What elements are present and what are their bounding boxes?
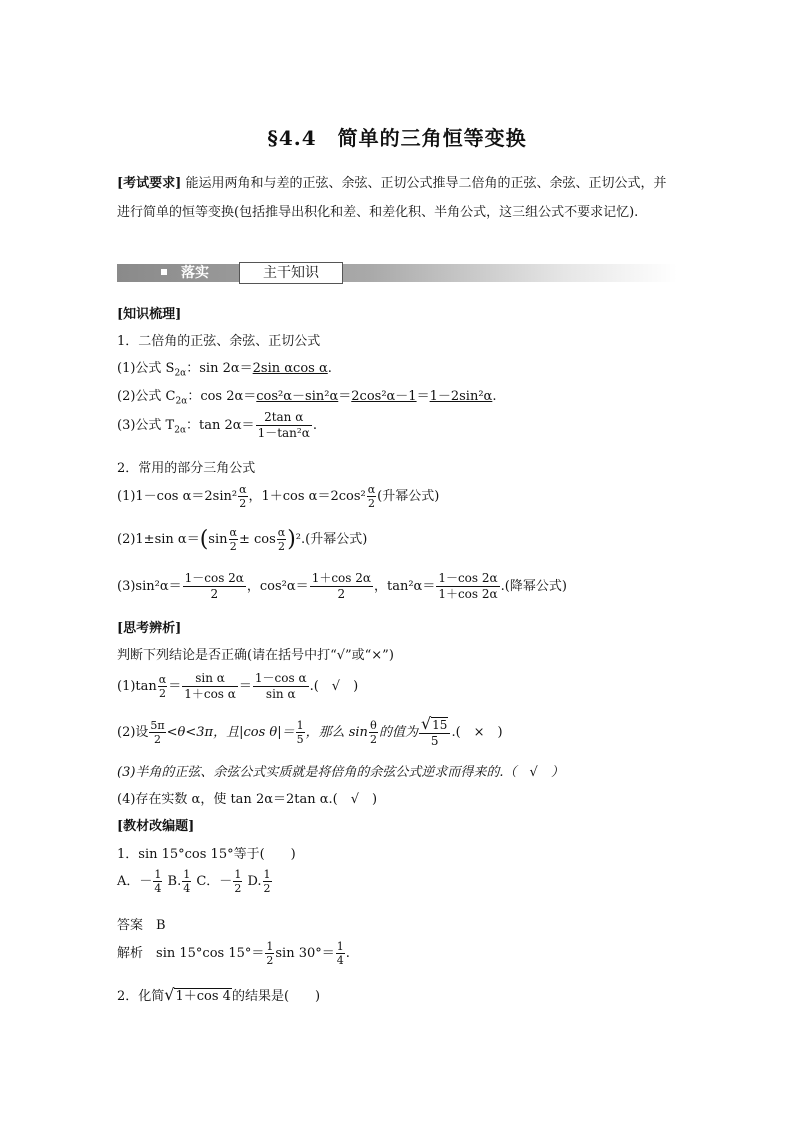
answer-line: 答案 B xyxy=(117,918,166,933)
formula-g2: (2)1±sin α＝(sin $\frac{\alpha}{2}$ ± cos $\frac{\alpha}{2}$ )².(升幂公式) xyxy=(117,526,368,553)
formula-g3: (3)sin²α＝ $\frac{1-\cos 2\alpha}{2}$ ，cos²α＝ $\frac{1+\cos 2\alpha}{2}$ ，tan²α＝ $\frac{1-\cos 2\alpha}{1+\cos 2\alpha}$ .(降幂公式) xyxy=(117,571,567,601)
problem-2: 2．化简√1＋cos 4的结果是( ) xyxy=(117,985,321,1004)
problem-1-options: A．－ $\frac{1}{4}$ B. $\frac{1}{4}$ C．－ $\frac{1}{2}$ D. $\frac{1}{2}$ xyxy=(117,868,271,895)
requirement-text: 能运用两角和与差的正弦、余弦、正切公式推导二倍角的正弦、余弦、正切公式，并进行简单的恒等变换(包括推导出积化和差、和差化积、半角公式，这三组公式不要求记忆). xyxy=(117,176,667,220)
analysis-line: 解析 sin 15°cos 15°＝ $\frac{1}{2}$ sin 30°＝ $\frac{1}{4}$ . xyxy=(117,940,350,967)
judgement-2: (2)设 $\frac{5\pi}{2}$ <θ<3π，且|cos θ|＝ $\frac{1}{5}$ ，那么 sin $\frac{\theta}{2}$ 的值为 $\frac{√15}{5}$ .( × ) xyxy=(117,714,503,748)
problem-1: 1．sin 15°cos 15°等于( ) xyxy=(117,847,296,862)
knowledge-heading: [知识梳理] xyxy=(117,307,182,322)
section2-title: 2．常用的部分三角公式 xyxy=(117,461,256,476)
requirement-label: [考试要求] xyxy=(117,176,182,191)
page-title: §4.4 简单的三角恒等变换 xyxy=(267,126,527,150)
formula-t2a: (3)公式 $T_{2\alpha}$：tan 2α＝ $\frac{\text{2tan α}}{\text{1－tan²α}}$ . xyxy=(117,410,317,440)
answer-underline: 2sin αcos α xyxy=(252,361,328,376)
square-bullet-icon xyxy=(161,269,167,275)
thinking-heading: [思考辨析] xyxy=(117,621,182,636)
banner-left-label: 落实 xyxy=(181,265,209,281)
exam-requirement xyxy=(117,169,677,227)
banner-right-label: 主干知识 xyxy=(239,262,343,284)
judgement-4: (4)存在实数 α，使 tan 2α＝2tan α.( √ ) xyxy=(117,792,378,807)
section-banner xyxy=(117,262,677,284)
formula-s2a: (1)公式 $S_{2\alpha}$：sin 2α＝2sin αcos α. xyxy=(117,361,332,379)
thinking-intro: 判断下列结论是否正确(请在括号中打“√”或“×”) xyxy=(117,648,394,663)
judgement-1: (1)tan $\frac{\alpha}{2}$ ＝ $\frac{\text{sin α}}{\text{1＋cos α}}$ ＝ $\frac{\text{1－cos α}}{\text{sin α}}$ .( √ ) xyxy=(117,671,359,701)
formula-c2a: (2)公式 $C_{2\alpha}$：cos 2α＝cos²α－sin²α＝2cos²α－1＝1－2sin²α. xyxy=(117,389,497,407)
judgement-3: (3)半角的正弦、余弦公式实质就是将倍角的余弦公式逆求而得来的.（ √ ） xyxy=(117,765,564,780)
textbook-heading: [教材改编题] xyxy=(117,819,195,834)
formula-g1: (1)1－cos α＝2sin² $\frac{\alpha}{2}$ ，1＋cos α＝2cos² $\frac{\alpha}{2}$ (升幂公式) xyxy=(117,483,440,510)
section1-title: 1．二倍角的正弦、余弦、正切公式 xyxy=(117,334,321,349)
